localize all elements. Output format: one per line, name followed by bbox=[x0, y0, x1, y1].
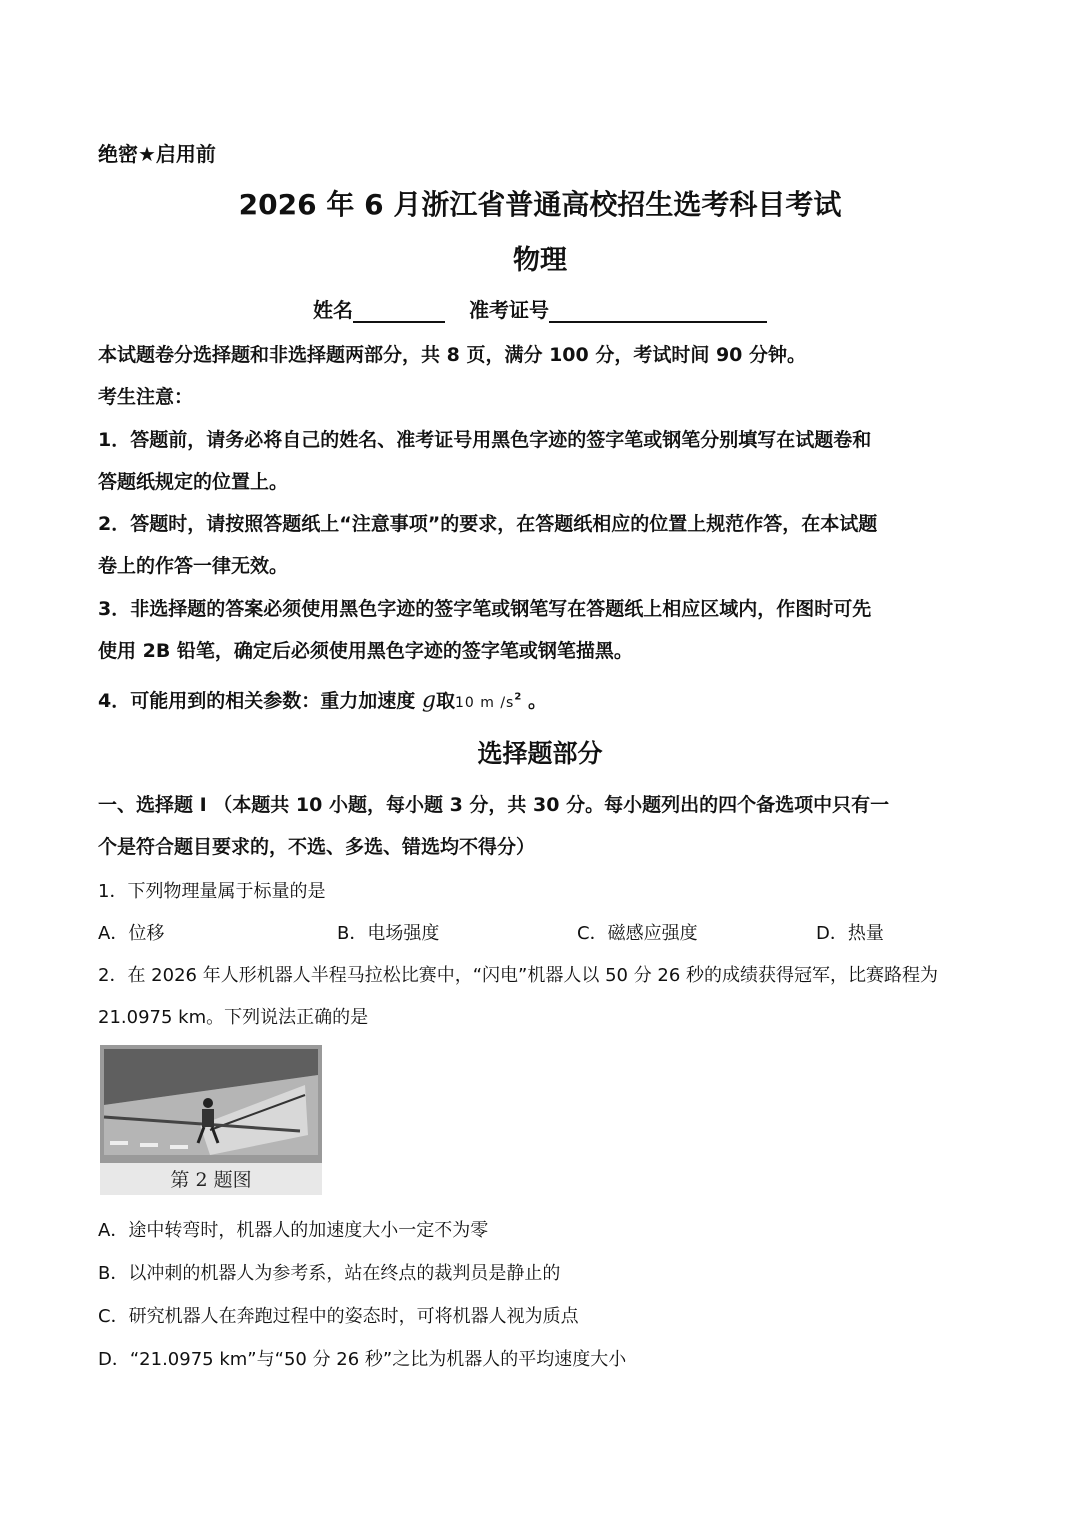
id-blank bbox=[549, 299, 767, 323]
section-title: 选择题部分 bbox=[477, 739, 603, 768]
intro-text: 本试题卷分选择题和非选择题两部分，共 8 页，满分 100 分，考试时间 90 分钟。 bbox=[98, 344, 807, 366]
exam-title: 2026 年 6 月浙江省普通高校招生选考科目考试 bbox=[238, 188, 842, 221]
q2-figure bbox=[100, 1045, 322, 1195]
q2-option-b: B．以冲刺的机器人为参考系，站在终点的裁判员是静止的 bbox=[98, 1263, 561, 1284]
name-label: 姓名 bbox=[313, 298, 353, 322]
robot-race-photo bbox=[100, 1045, 322, 1163]
q2-option-c: C．研究机器人在奔跑过程中的姿态时，可将机器人视为质点 bbox=[98, 1306, 579, 1327]
notice-1-line-1: 1．答题前，请务必将自己的姓名、准考证号用黑色字迹的签字笔或钢笔分别填写在试题卷和 bbox=[98, 429, 872, 451]
notice-1-line-2: 答题纸规定的位置上。 bbox=[98, 471, 289, 493]
q2-option-d: D．“21.0975 km”与“50 分 26 秒”之比为机器人的平均速度大小 bbox=[98, 1349, 627, 1370]
q2-stem-line-2: 21.0975 km。下列说法正确的是 bbox=[98, 1007, 369, 1028]
notice-4-end: 。 bbox=[527, 690, 547, 712]
subject-title: 物理 bbox=[513, 245, 567, 276]
id-label: 准考证号 bbox=[469, 298, 549, 322]
q1-option-a: A．位移 bbox=[98, 923, 165, 944]
notice-2-line-2: 卷上的作答一律无效。 bbox=[98, 555, 289, 577]
q1-option-b: B．电场强度 bbox=[337, 923, 440, 944]
notice-4 bbox=[98, 686, 547, 713]
gravity-unit: 10 m /s bbox=[454, 695, 515, 711]
candidate-info-row bbox=[0, 294, 1080, 323]
q2-option-a: A．途中转弯时，机器人的加速度大小一定不为零 bbox=[98, 1220, 489, 1241]
q2-stem-line-1: 2．在 2026 年人形机器人半程马拉松比赛中，“闪电”机器人以 50 分 26 秒的成绩获得冠军，比赛路程为 bbox=[98, 965, 939, 986]
q1-option-d: D．热量 bbox=[816, 923, 884, 944]
notice-4-prefix: 4．可能用到的相关参数：重力加速度 bbox=[98, 690, 416, 712]
notice-4-take: 取 bbox=[435, 690, 455, 712]
notice-title: 考生注意： bbox=[98, 386, 194, 408]
notice-3-line-1: 3．非选择题的答案必须使用黑色字迹的签字笔或钢笔写在答题纸上相应区域内，作图时可先 bbox=[98, 598, 872, 620]
q1-stem: 1．下列物理量属于标量的是 bbox=[98, 881, 326, 902]
notice-2-line-1: 2．答题时，请按照答题纸上“注意事项”的要求，在答题纸相应的位置上规范作答，在本试题 bbox=[98, 513, 878, 535]
gravity-symbol: g bbox=[421, 688, 436, 713]
confidential-mark: 绝密★启用前 bbox=[98, 142, 216, 166]
q1-option-c: C．磁感应强度 bbox=[577, 923, 698, 944]
unit-exponent: 2 bbox=[514, 691, 522, 703]
name-blank bbox=[353, 299, 445, 323]
q2-figure-caption: 第 2 题图 bbox=[170, 1169, 252, 1191]
part1-line-2: 个是符合题目要求的，不选、多选、错选均不得分） bbox=[98, 836, 536, 858]
part1-line-1: 一、选择题 I （本题共 10 小题，每小题 3 分，共 30 分。每小题列出的四个备选项中只有一 bbox=[98, 794, 890, 816]
notice-3-line-2: 使用 2B 铅笔，确定后必须使用黑色字迹的签字笔或钢笔描黑。 bbox=[98, 640, 633, 662]
